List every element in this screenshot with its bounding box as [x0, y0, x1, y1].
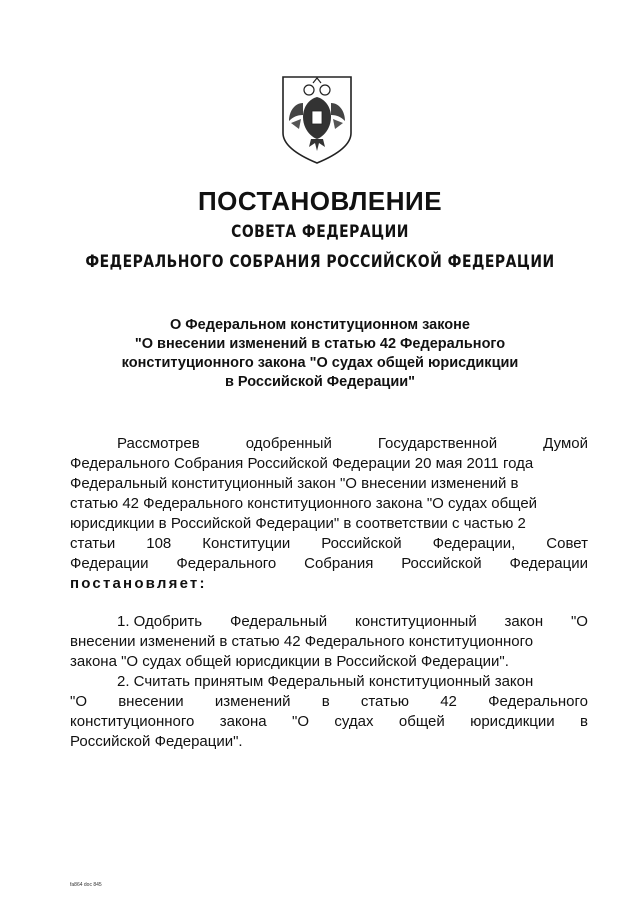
word: Федеральный [229, 613, 328, 630]
text-segment: Российской Федерации". [70, 733, 243, 750]
text-segment: статью 42 Федерального конституционного закона "О судах общей [70, 495, 538, 512]
word: Совет [546, 535, 588, 552]
coat-of-arms-icon [279, 73, 355, 167]
text-line [70, 454, 588, 474]
text-segment: Федерального Собрания Российской Федерации 20 мая 2011 года [70, 455, 534, 472]
word: Федерации [509, 555, 588, 572]
document-code: fa864 doc 845 [70, 882, 102, 888]
word: Федерации, [432, 535, 516, 552]
word: одобренный [245, 435, 332, 452]
text-line [70, 434, 588, 454]
heading-line: О Федеральном конституционном законе [170, 317, 470, 333]
text-line [70, 672, 588, 692]
text-segment: Федеральный конституционный закон "О внесении изменений в [70, 475, 519, 492]
word: внесении [118, 693, 184, 710]
text-line [70, 612, 588, 632]
word: общей [398, 713, 445, 730]
word: 42 [440, 693, 457, 710]
word: статью [360, 693, 410, 710]
text-line [70, 692, 588, 712]
text-line [70, 732, 588, 752]
text-line [70, 652, 588, 672]
text-line [70, 494, 588, 514]
word: Государственной [377, 435, 498, 452]
word: закона [219, 713, 267, 730]
document-title: ПОСТАНОВЛЕНИЕ [197, 186, 443, 216]
word: Федерального [488, 693, 588, 710]
word: Российской [321, 535, 402, 552]
issuer-line-1: СОВЕТА ФЕДЕРАЦИИ [231, 222, 409, 242]
word: в [321, 693, 330, 710]
resolution-items [70, 612, 588, 752]
text-segment: закона "О судах общей юрисдикции в Российской Федерации". [70, 653, 509, 670]
word: Российской [401, 555, 482, 572]
word: в [579, 713, 588, 730]
text-segment: 2. Считать принятым Федеральный конституционный закон [117, 673, 534, 690]
word: Федерации [70, 555, 149, 572]
word: "О [70, 693, 87, 710]
word: 1. Одобрить [117, 613, 203, 630]
word: конституционного [70, 713, 195, 730]
word: юрисдикции [470, 713, 555, 730]
text-segment: юрисдикции в Российской Федерации" в соответствии с частью 2 [70, 515, 526, 532]
heading-line: "О внесении изменений в статью 42 Федерального [134, 336, 506, 352]
word: Собрания [304, 555, 374, 572]
word: судах [334, 713, 374, 730]
word: Рассмотрев [117, 435, 200, 452]
word: конституционный [355, 613, 477, 630]
text-line [70, 712, 588, 732]
text-line [70, 632, 588, 652]
text-line [70, 474, 588, 494]
word: Думой [543, 435, 588, 452]
text-line [70, 534, 588, 554]
resolves-word: постановляет: [70, 575, 207, 592]
heading-line: конституционного закона "О судах общей юрисдикции [121, 355, 519, 371]
word: закон [504, 613, 544, 630]
word: статьи [70, 535, 116, 552]
heading-line: в Российской Федерации" [224, 374, 416, 390]
word: изменений [214, 693, 291, 710]
issuer-line-2: ФЕДЕРАЛЬНОГО СОБРАНИЯ РОССИЙСКОЙ ФЕДЕРАЦИИ [85, 252, 555, 272]
text-line [70, 554, 588, 574]
resolution-heading [70, 316, 570, 392]
text-line [70, 574, 588, 594]
word: Федерального [176, 555, 277, 572]
word: "О [570, 613, 588, 630]
word: Конституции [202, 535, 291, 552]
text-segment: внесении изменений в статью 42 Федерального конституционного [70, 633, 534, 650]
text-line [70, 514, 588, 534]
preamble-paragraph [70, 434, 588, 594]
word: "О [292, 713, 310, 730]
word: 108 [146, 535, 172, 552]
